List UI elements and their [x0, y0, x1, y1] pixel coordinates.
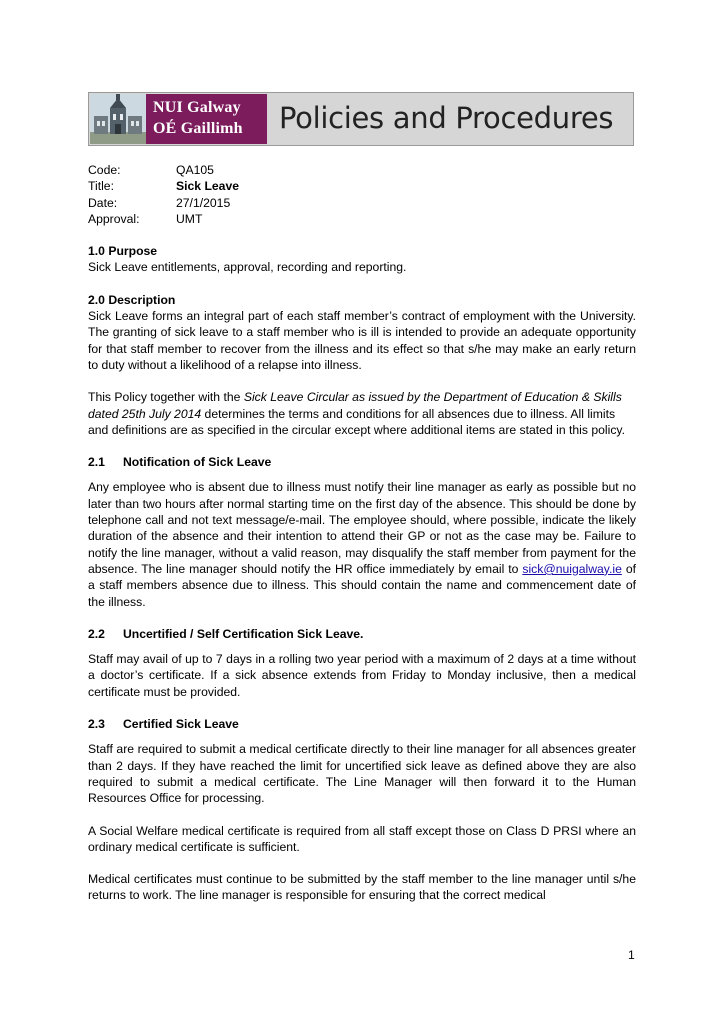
policies-header-banner — [88, 92, 634, 146]
meta-value: Sick Leave — [176, 179, 240, 194]
section-2-3-paragraph-2: A Social Welfare medical certificate is required from all staff except those on Class D PRSI where an ordinary medical certificate is sufficient. — [88, 823, 636, 854]
meta-value: QA105 — [176, 163, 214, 177]
meta-table — [88, 162, 636, 227]
logo-line-irish: OÉ Gaillimh — [153, 120, 243, 137]
meta-label: Code: — [88, 163, 121, 177]
section-title: Certified Sick Leave — [123, 717, 239, 732]
document-body — [88, 162, 636, 904]
purpose-text: Sick Leave entitlements, approval, recording and reporting. — [88, 260, 407, 275]
sick-email-link[interactable]: sick@nuigalway.ie — [522, 561, 622, 576]
meta-label: Date: — [88, 195, 118, 210]
paragraph-text: of a staff members absence due to illness. This should contain the name and commencement date of the illness. — [88, 561, 636, 609]
meta-label: Approval: — [88, 211, 140, 226]
section-title: Uncertified / Self Certification Sick Leave. — [123, 626, 364, 641]
paragraph-text: This Policy together with the — [88, 390, 244, 405]
meta-value: 27/1/2015 — [176, 195, 231, 210]
description-paragraph-1: Sick Leave forms an integral part of each staff member’s contract of employment with the University. The granting of sick leave to a staff member who is ill is intended to provide an adequate opportunity for that staff member to recover from the illness and its effect so that s/he may make an early return to duty without a likelihood of a relapse into illness. — [88, 309, 636, 372]
section-number: 2.3 — [88, 717, 105, 732]
nui-galway-logo — [146, 94, 267, 144]
paragraph-text: Any employee who is absent due to illness must notify their line manager as early as possible but no later than two hours after normal starting time on the first day of the absence. This should be done by telephone call and not text message/e-mail. The employee should, where possible, indicate the likely duration of the absence and their intention to attend their GP or not as the case may be. Failure to notify the line manager, without a valid reason, may disqualify the staff member from payment for the absence. The line manager should notify the HR office immediately by email to — [88, 480, 636, 576]
meta-row-code — [88, 162, 636, 178]
circular-reference: Sick Leave Circular as issued by the Department of Education & Skills dated 25th July 2014 — [88, 390, 622, 421]
section-2-2-heading — [88, 626, 636, 642]
description-paragraph-2 — [88, 389, 636, 438]
meta-row-title — [88, 178, 636, 194]
quadrangle-building-logo-image — [90, 94, 146, 144]
meta-row-date — [88, 195, 636, 211]
meta-label: Title: — [88, 179, 114, 194]
section-2-2-text: Staff may avail of up to 7 days in a rolling two year period with a maximum of 2 days at a time without a doctor’s certificate. If a sick absence extends from Friday to Monday inclusive, then a medical certificate must be provided. — [88, 652, 636, 699]
header-title: Policies and Procedures — [279, 101, 614, 135]
section-title: Notification of Sick Leave — [123, 455, 272, 470]
section-2-1-text — [88, 479, 636, 609]
section-2-3-heading — [88, 716, 636, 732]
meta-value: UMT — [176, 211, 203, 226]
description-heading: 2.0 Description — [88, 292, 176, 307]
meta-row-approval — [88, 211, 636, 227]
section-number: 2.1 — [88, 455, 105, 470]
section-2-3-paragraph-3: Medical certificates must continue to be submitted by the staff member to the line manager until s/he returns to work. The line manager is responsible for ensuring that the correct medical — [88, 872, 636, 903]
paragraph-text: determines the terms and conditions for all absences due to illness. All limits and definitions are as specified in the circular except where additional items are stated in this policy. — [88, 406, 625, 437]
section-2-3-paragraph-1: Staff are required to submit a medical certificate directly to their line manager for all absences greater than 2 days. If they have reached the limit for uncertified sick leave as defined above they are also required to submit a medical certificate. The Line Manager will then forward it to the Human Resources Office for processing. — [88, 742, 636, 806]
page-number: 1 — [628, 948, 635, 962]
purpose-heading: 1.0 Purpose — [88, 244, 158, 259]
logo-line-english: NUI Galway — [153, 99, 241, 116]
section-number: 2.2 — [88, 626, 105, 641]
section-2-1-heading — [88, 454, 636, 470]
